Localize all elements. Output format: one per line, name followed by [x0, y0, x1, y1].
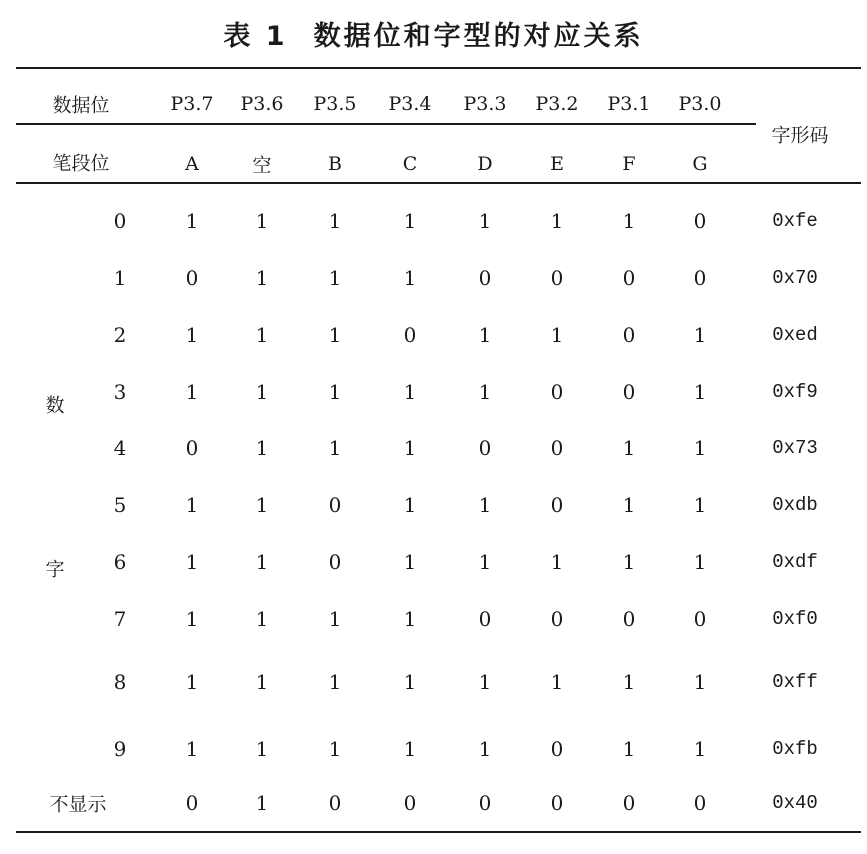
header-divider	[16, 123, 756, 125]
bit-cell: 1	[328, 380, 342, 404]
bit-cell: 1	[255, 436, 269, 460]
bit-cell: 1	[693, 323, 707, 347]
bit-cell: 1	[693, 670, 707, 694]
header-data-bit: P3.4	[388, 93, 432, 115]
bit-cell: 0	[622, 380, 636, 404]
header-data-bits-label: 数据位	[52, 94, 110, 117]
bit-cell: 0	[622, 607, 636, 631]
glyph-code-cell: 0xf0	[772, 608, 818, 630]
bit-cell: 1	[550, 550, 564, 574]
bit-cell: 1	[550, 323, 564, 347]
row-label: 7	[113, 607, 127, 631]
row-label: 9	[113, 737, 127, 761]
bit-cell: 1	[622, 737, 636, 761]
bit-cell: 1	[185, 323, 199, 347]
bit-cell: 1	[185, 670, 199, 694]
bit-cell: 1	[255, 380, 269, 404]
header-segment: G	[692, 153, 708, 175]
bit-cell: 1	[255, 791, 269, 815]
bit-cell: 1	[328, 737, 342, 761]
row-label: 4	[113, 436, 127, 460]
bit-cell: 1	[478, 550, 492, 574]
bit-cell: 1	[328, 323, 342, 347]
bit-cell: 1	[403, 670, 417, 694]
glyph-code-cell: 0xdf	[772, 551, 818, 573]
row-label: 2	[113, 323, 127, 347]
bit-cell: 1	[255, 209, 269, 233]
bit-cell: 1	[403, 266, 417, 290]
header-segments-label: 笔段位	[52, 152, 110, 175]
header-segment: A	[185, 153, 199, 175]
header-data-bit: P3.0	[678, 93, 722, 115]
row-label: 1	[113, 266, 127, 290]
table-number: 表 1	[223, 21, 288, 52]
bit-cell: 1	[622, 670, 636, 694]
row-label: 8	[113, 670, 127, 694]
bit-cell: 1	[693, 737, 707, 761]
bit-cell: 0	[328, 550, 342, 574]
bit-cell: 1	[622, 209, 636, 233]
bit-cell: 0	[550, 380, 564, 404]
header-data-bit: P3.6	[240, 93, 284, 115]
header-segment: 空	[252, 154, 272, 177]
header-segment: D	[477, 153, 493, 175]
bit-cell: 1	[255, 737, 269, 761]
bit-cell: 0	[478, 607, 492, 631]
row-label: 6	[113, 550, 127, 574]
glyph-code-cell: 0xfe	[772, 210, 818, 232]
bit-cell: 0	[550, 791, 564, 815]
header-data-bit: P3.7	[170, 93, 214, 115]
bit-cell: 1	[403, 737, 417, 761]
header-segment: F	[622, 153, 636, 175]
bit-cell: 0	[478, 791, 492, 815]
header-data-bit: P3.2	[535, 93, 579, 115]
glyph-code-cell: 0xf9	[772, 381, 818, 403]
bit-cell: 1	[403, 607, 417, 631]
row-label: 5	[113, 493, 127, 517]
bit-cell: 1	[185, 380, 199, 404]
glyph-code-cell: 0xff	[772, 671, 818, 693]
bit-cell: 1	[693, 493, 707, 517]
bit-cell: 1	[185, 493, 199, 517]
header-rule	[16, 182, 861, 184]
bit-cell: 1	[403, 380, 417, 404]
glyph-code-cell: 0xed	[772, 324, 818, 346]
bit-cell: 1	[255, 670, 269, 694]
bit-cell: 1	[403, 436, 417, 460]
row-label: 3	[113, 380, 127, 404]
bit-cell: 1	[328, 266, 342, 290]
bit-cell: 0	[693, 209, 707, 233]
bit-cell: 0	[693, 791, 707, 815]
glyph-code-cell: 0xfb	[772, 738, 818, 760]
header-data-bit: P3.3	[463, 93, 507, 115]
bit-cell: 1	[255, 266, 269, 290]
bit-cell: 0	[550, 493, 564, 517]
bit-cell: 0	[328, 493, 342, 517]
row-label: 不显示	[49, 793, 107, 816]
bit-cell: 0	[403, 323, 417, 347]
header-data-bit: P3.1	[607, 93, 651, 115]
bit-cell: 0	[185, 436, 199, 460]
bit-cell: 1	[622, 436, 636, 460]
bit-cell: 0	[622, 791, 636, 815]
glyph-code-cell: 0xdb	[772, 494, 818, 516]
glyph-code-cell: 0x70	[772, 267, 818, 289]
bit-cell: 1	[550, 670, 564, 694]
bit-cell: 1	[185, 550, 199, 574]
bit-cell: 0	[550, 737, 564, 761]
bottom-rule	[16, 831, 861, 833]
bit-cell: 0	[622, 323, 636, 347]
bit-cell: 1	[255, 323, 269, 347]
table-caption: 数据位和字型的对应关系	[313, 21, 644, 52]
bit-cell: 1	[693, 436, 707, 460]
bit-cell: 1	[478, 737, 492, 761]
bit-cell: 0	[185, 266, 199, 290]
bit-cell: 0	[185, 791, 199, 815]
bit-cell: 0	[550, 436, 564, 460]
bit-cell: 1	[185, 737, 199, 761]
bit-cell: 1	[328, 209, 342, 233]
bit-cell: 0	[550, 266, 564, 290]
top-rule	[16, 67, 861, 69]
bit-cell: 1	[255, 493, 269, 517]
row-label: 0	[113, 209, 127, 233]
bit-cell: 1	[693, 380, 707, 404]
bit-cell: 1	[550, 209, 564, 233]
bit-cell: 1	[622, 550, 636, 574]
bit-cell: 1	[328, 670, 342, 694]
bit-cell: 1	[403, 550, 417, 574]
group-label: 数	[45, 394, 65, 417]
bit-cell: 1	[328, 607, 342, 631]
glyph-code-cell: 0x73	[772, 437, 818, 459]
bit-cell: 0	[622, 266, 636, 290]
bit-cell: 1	[478, 670, 492, 694]
bit-cell: 0	[550, 607, 564, 631]
bit-cell: 1	[693, 550, 707, 574]
bit-cell: 1	[622, 493, 636, 517]
header-segment: B	[328, 153, 342, 175]
bit-cell: 0	[478, 436, 492, 460]
bit-cell: 1	[478, 323, 492, 347]
bit-cell: 1	[185, 607, 199, 631]
bit-cell: 1	[255, 550, 269, 574]
bit-cell: 1	[478, 380, 492, 404]
bit-cell: 1	[403, 209, 417, 233]
header-segment: C	[402, 153, 418, 175]
bit-cell: 0	[478, 266, 492, 290]
bit-cell: 0	[693, 607, 707, 631]
glyph-code-cell: 0x40	[772, 792, 818, 814]
bit-cell: 1	[478, 209, 492, 233]
header-segment: E	[550, 153, 564, 175]
bit-cell: 1	[478, 493, 492, 517]
bit-cell: 0	[328, 791, 342, 815]
header-data-bit: P3.5	[313, 93, 357, 115]
header-code-label: 字形码	[771, 124, 829, 147]
table-title	[0, 14, 867, 53]
bit-cell: 1	[185, 209, 199, 233]
bit-cell: 1	[328, 436, 342, 460]
bit-cell: 0	[693, 266, 707, 290]
group-label: 字	[45, 558, 65, 581]
bit-cell: 1	[255, 607, 269, 631]
bit-cell: 1	[403, 493, 417, 517]
bit-cell: 0	[403, 791, 417, 815]
